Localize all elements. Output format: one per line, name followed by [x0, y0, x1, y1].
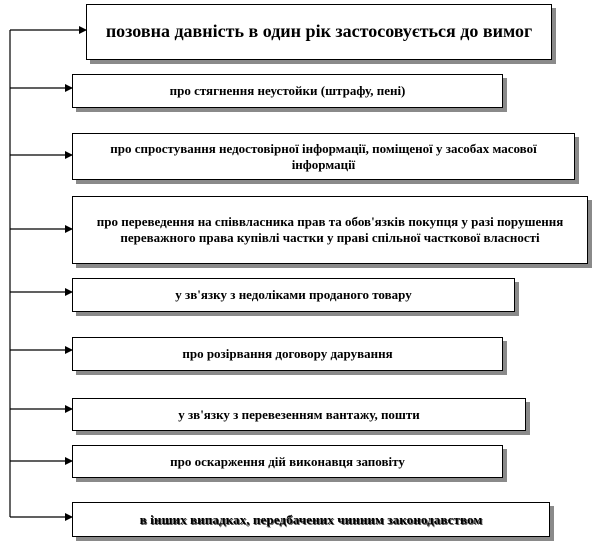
item-box-5	[72, 337, 503, 371]
item-box-3	[72, 196, 588, 264]
item-box-6	[72, 398, 526, 431]
title-text: позовна давність в один рік застосовується до вимог	[105, 21, 533, 42]
item-box-1	[72, 74, 503, 108]
item-text-6: у зв'язку з перевезенням вантажу, пошти	[178, 406, 420, 422]
item-box-8	[72, 502, 550, 537]
item-box-7	[72, 445, 503, 478]
item-box-2	[72, 133, 575, 180]
item-text-7: про оскарження дій виконавця заповіту	[170, 453, 405, 469]
item-text-2: про спростування недостовірної інформації, поміщеної у засобах масової інформації	[110, 140, 537, 172]
item-text-8: в інших випадках, передбачених чинним законодавством	[139, 511, 483, 527]
item-text-4: у зв'язку з недоліками проданого товару	[175, 287, 412, 303]
item-text-3: про переведення на співвласника прав та обов'язків покупця у разі порушення переважного права купівлі частки у праві спільної часткової власності	[96, 214, 564, 245]
item-text-1: про стягнення неустойки (штрафу, пені)	[169, 83, 406, 99]
item-box-4	[72, 278, 515, 312]
item-text-5: про розірвання договору дарування	[182, 346, 393, 362]
title-box	[86, 4, 552, 60]
